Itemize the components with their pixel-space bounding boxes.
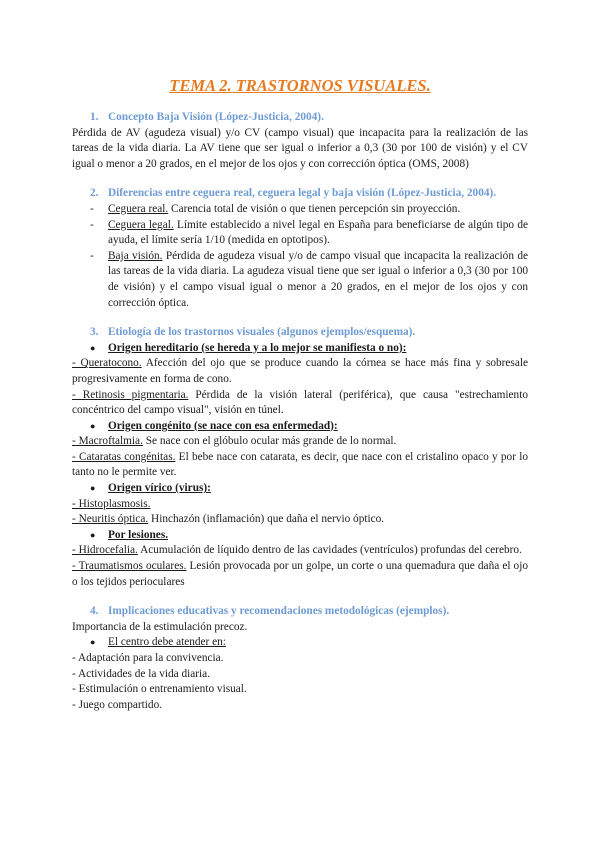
definition-cataratas: El bebe nace con catarata, es decir, que nace con el cristalino opaco y por lo tanto no le permite ver. (72, 450, 528, 479)
document-title: TEMA 2. TRASTORNOS VISUALES. (169, 76, 431, 95)
entry-hidrocefalia (72, 543, 528, 559)
bullet-label: El centro debe atender en: (108, 636, 226, 649)
bullet-label: Por lesiones. (108, 528, 169, 541)
term-retinosis: - Retinosis pigmentaria. (72, 388, 189, 401)
section-4-heading (72, 604, 528, 620)
entry-queratocono (72, 356, 528, 387)
section-2-number: 2. (90, 187, 99, 200)
entry-neuritis (72, 512, 528, 528)
bullet-dot-icon: ● (90, 637, 96, 648)
section-1-body: Pérdida de AV (agudeza visual) y/o CV (campo visual) que incapacita para la realización de las tareas de la vida diaria. La AV tiene que ser igual o inferior a 0,3 (30 por 100 de visión) y el CV igual o menor a 20 grados, en el mejor de los ojos y con corrección óptica (OMS, 2008) (72, 126, 528, 170)
section-4-intro: Importancia de la estimulación precoz. (72, 620, 248, 633)
section-1-number: 1. (90, 111, 99, 123)
term-macroftalmia: - Macroftalmia. (72, 435, 143, 448)
definition-macroftalmia: Se nace con el glóbulo ocular más grande de lo normal. (142, 435, 397, 448)
definition-ceguera-real: Carencia total de visión o que tienen percepción sin proyección. (168, 202, 461, 215)
section-3-title: Etiología de los trastornos visuales (algunos ejemplos/esquema). (108, 326, 416, 339)
section-3-heading (72, 325, 528, 341)
bullet-label: Origen hereditario (se hereda y a lo mejor se manifiesta o no): (108, 341, 407, 354)
bullet-origen-hereditario (72, 341, 528, 357)
definition-retinosis: Pérdida de la visión lateral (periférica), que causa "estrechamiento concéntrico del campo visual", visión en túnel. (72, 388, 528, 417)
list-item: - Juego compartido. (72, 698, 163, 711)
section-2-heading (72, 186, 528, 202)
list-item-ceguera-real: - Ceguera real. Carencia total de visión o que tienen percepción sin proyección. (90, 202, 461, 215)
bullet-por-lesiones (72, 528, 528, 544)
section-4-title: Implicaciones educativas y recomendaciones metodológicas (ejemplos). (108, 605, 450, 618)
document-page (72, 70, 528, 713)
bullet-label: Origen congénito (se nace con esa enfermedad): (108, 419, 338, 432)
bullet-dot-icon: ● (90, 342, 96, 353)
section-2-title: Diferencias entre ceguera real, ceguera legal y baja visión (López-Justicia, 2004). (108, 187, 497, 200)
entry-retinosis (72, 388, 528, 419)
definition-neuritis: Hinchazón (inflamación) que daña el nervio óptico. (148, 513, 385, 526)
term-ceguera-real: Ceguera real. (108, 202, 169, 215)
term-histoplasmosis: - Histoplasmosis. (72, 497, 151, 510)
term-baja-vision: Baja visión. (108, 249, 163, 262)
section-1-title: Concepto Baja Visión (López-Justicia, 2004). (108, 111, 324, 123)
list-item-baja-vision: - Baja visión. Pérdida de agudeza visual y/o de campo visual que incapacita la realización de las tareas de la vida diaria. La agudeza visual tiene que ser igual o inferior a 0,3 (30 por 100 de visión) y el campo visual igual o menor a 20 grados, en el mejor de los ojos y con corrección óptica. (90, 249, 528, 309)
term-neuritis: - Neuritis óptica. (72, 513, 149, 526)
list-item: - Estimulación o entrenamiento visual. (72, 683, 247, 696)
bullet-dot-icon: ● (90, 420, 96, 431)
definition-traumatismos: Lesión provocada por un golpe, un corte o una quemadura que daña el ojo o los tejidos perioculares (72, 560, 528, 588)
bullet-dot-icon: ● (90, 483, 96, 494)
list-item-ceguera-legal: - Ceguera legal. Límite establecido a nivel legal en España para beneficiarse de algún tipo de ayuda, el límite sería 1/10 (medida en optotipos). (90, 218, 528, 247)
definition-queratocono: Afección del ojo que se produce cuando la córnea se hace más fina y sobresale progresivamente en forma de cono. (72, 357, 528, 385)
definition-hidrocefalia: Acumulación de líquido dentro de las cavidades (ventrículos) profundas del cerebro. (137, 544, 522, 557)
section-1-heading (72, 110, 528, 126)
entry-cataratas (72, 450, 528, 481)
bullet-origen-congenito (72, 419, 528, 435)
term-queratocono: - Queratocono. (72, 357, 142, 370)
list-item: - Actividades de la vida diaria. (72, 667, 211, 680)
entry-traumatismos (72, 559, 528, 590)
entry-histoplasmosis (72, 497, 528, 513)
list-item: - Adaptación para la convivencia. (72, 652, 224, 664)
bullet-label: Origen vírico (virus): (108, 482, 211, 495)
term-traumatismos: - Traumatismos oculares. (72, 560, 187, 573)
entry-macroftalmia (72, 434, 528, 450)
bullet-dot-icon: ● (90, 529, 96, 540)
section-4-number: 4. (90, 605, 99, 618)
term-hidrocefalia: - Hidrocefalia. (72, 544, 138, 557)
term-cataratas: - Cataratas congénitas. (72, 450, 176, 463)
term-ceguera-legal: Ceguera legal. (108, 218, 174, 231)
bullet-centro (72, 635, 528, 651)
definition-baja-vision: Pérdida de agudeza visual y/o de campo visual que incapacita la realización de las tareas de la vida diaria. La agudeza visual tiene que ser igual o inferior a 0,3 (30 por 100 de visión) y el campo visual igual o menor a 20 grados, en el mejor de los ojos y con corrección óptica. (108, 249, 528, 309)
definition-ceguera-legal: Límite establecido a nivel legal en España para beneficiarse de algún tipo de ayuda, el límite sería 1/10 (medida en optotipos). (108, 218, 528, 247)
section-3-number: 3. (90, 326, 99, 339)
bullet-origen-virico (72, 481, 528, 497)
